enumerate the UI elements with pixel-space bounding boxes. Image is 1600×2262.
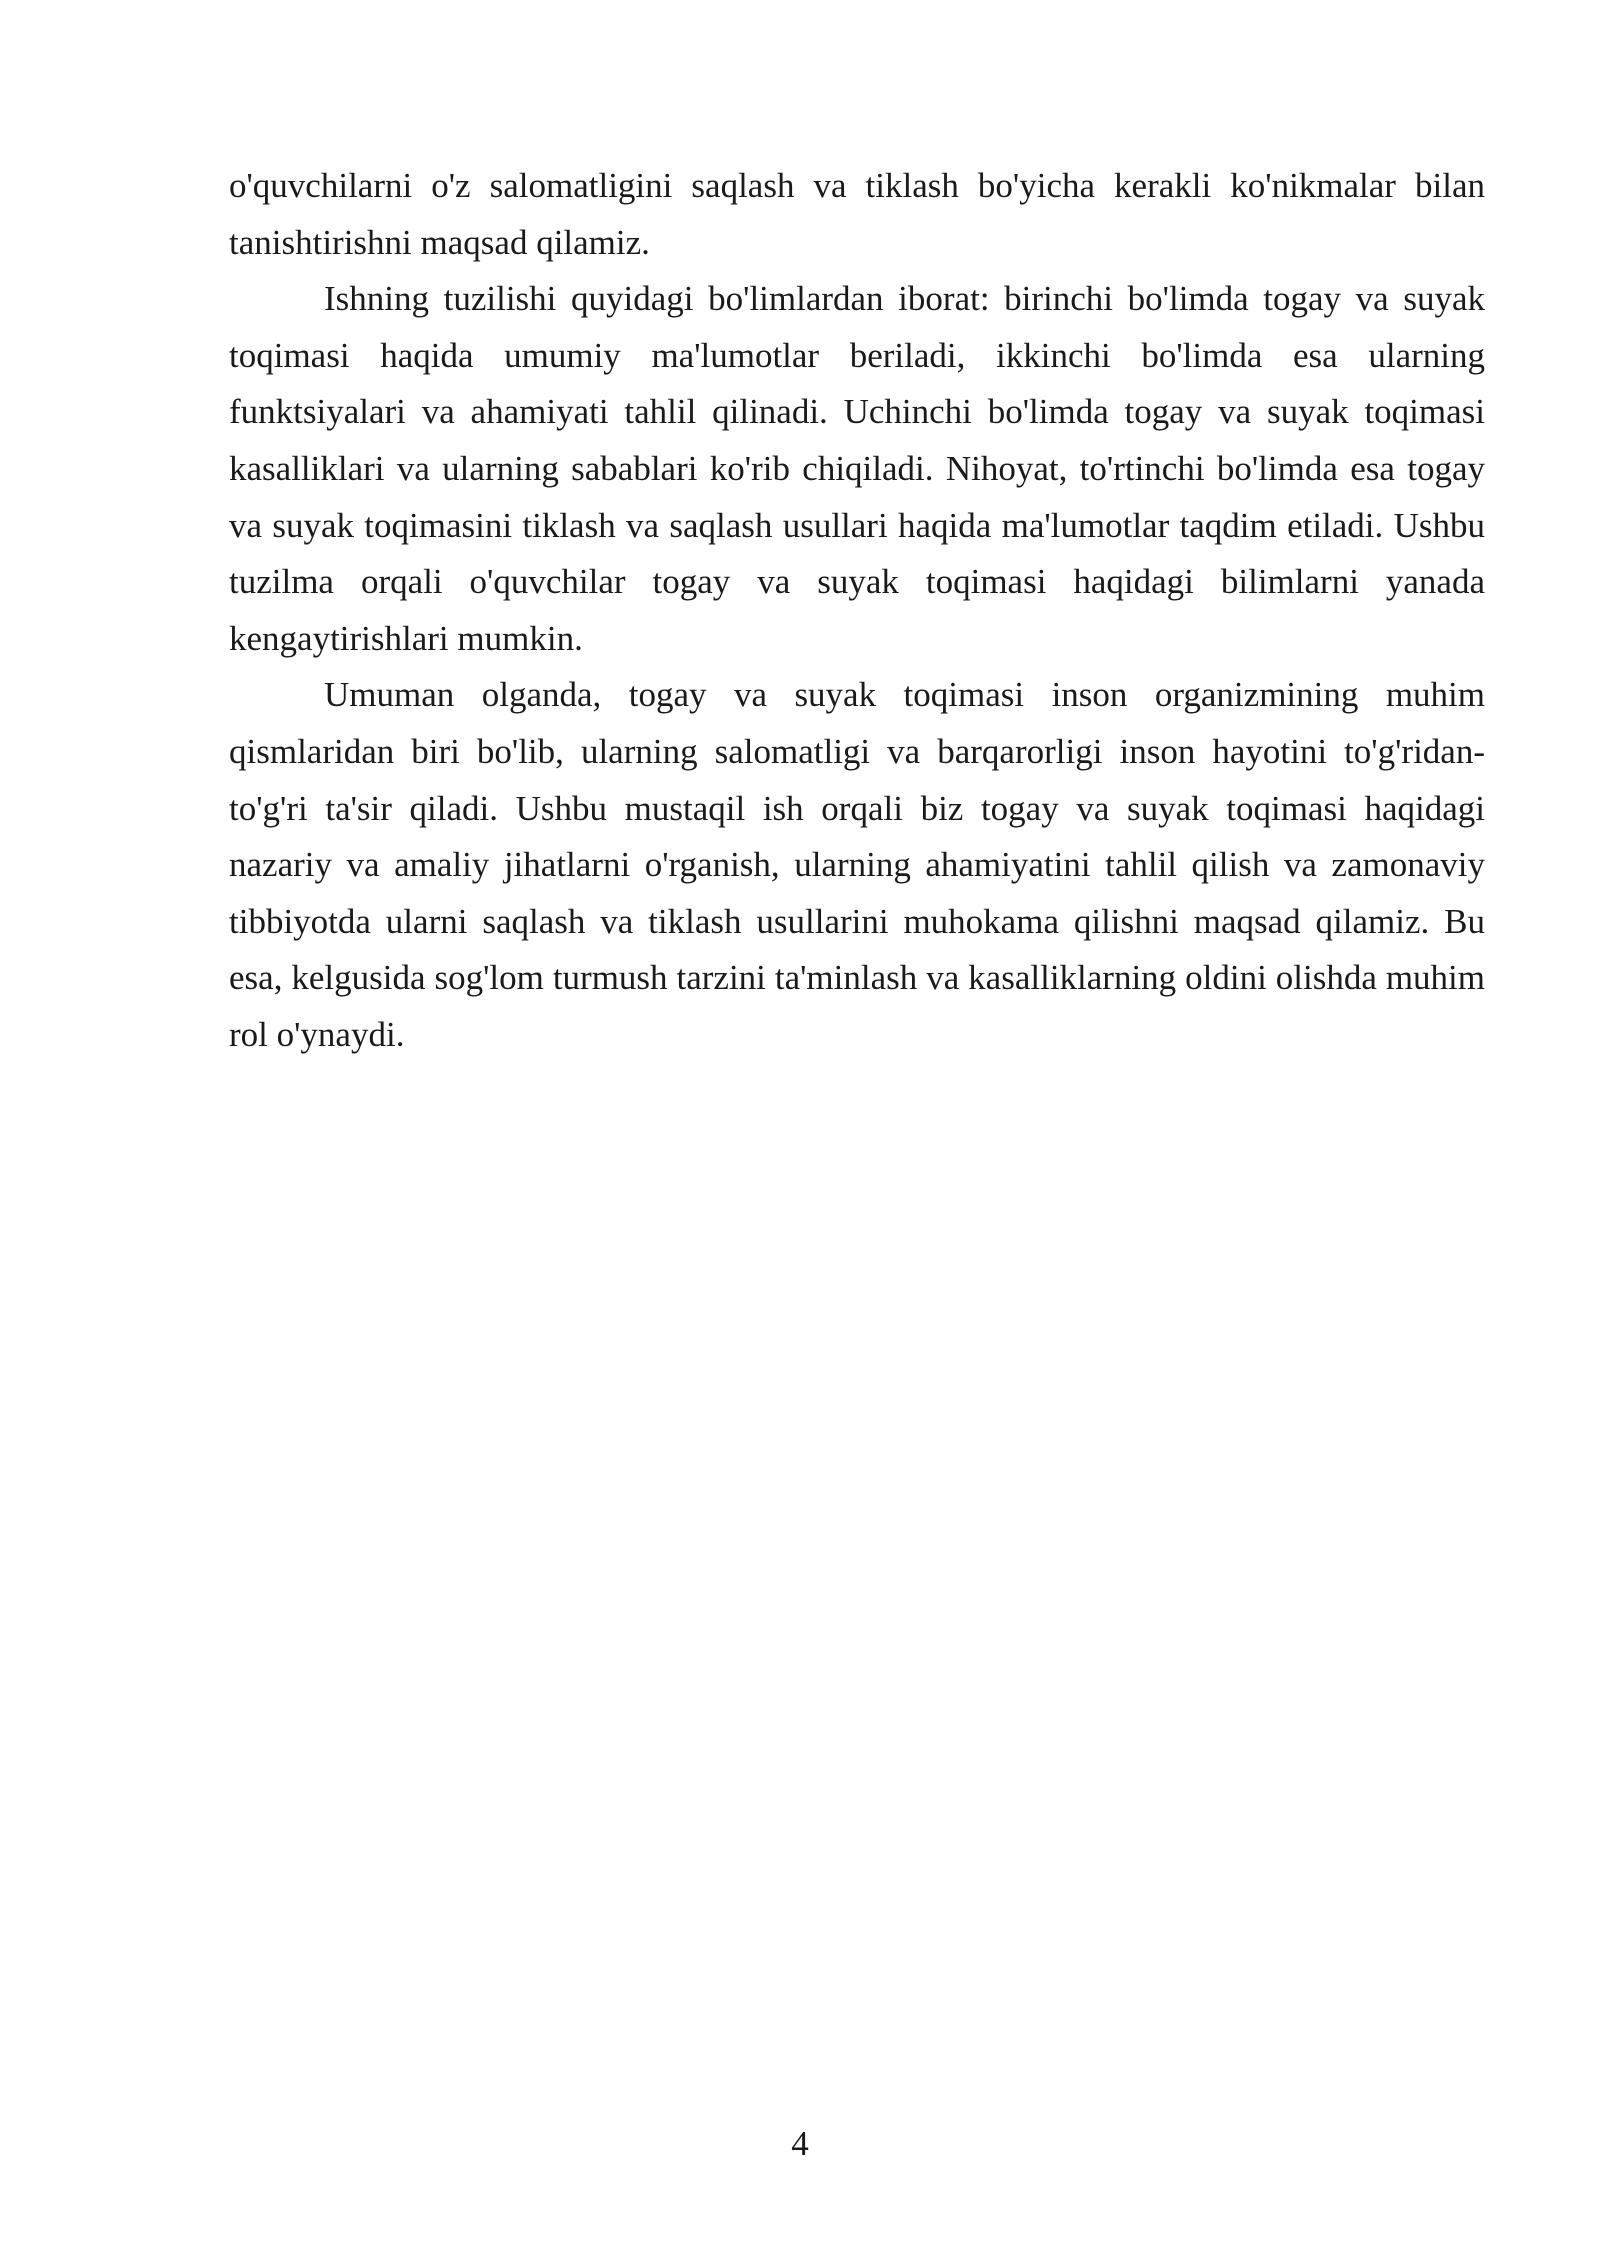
paragraph-structure: Ishning tuzilishi quyidagi bo'limlardan iborat: birinchi bo'limda togay va suyak toqimasi haqida umumiy ma'lumotlar beriladi, ikkinchi bo'limda esa ularning funktsiyalari va ahamiyati tahlil qilinadi. Uchinchi bo'limda togay va suyak toqimasi kasalliklari va ularning sabablari ko'rib chiqiladi. Nihoyat, to'rtinchi bo'limda esa togay va suyak toqimasini tiklash va saqlash usullari haqida ma'lumotlar taqdim etiladi. Ushbu tuzilma orqali o'quvchilar togay va suyak toqimasi haqidagi bilimlarni yanada kengaytirishlari mumkin. xyxy=(229,279,1485,658)
body-text xyxy=(229,158,1485,1064)
page-number: 4 xyxy=(791,2124,809,2163)
paragraph-conclusion: Umuman olganda, togay va suyak toqimasi inson organizmining muhim qismlaridan biri bo'lib, ularning salomatligi va barqarorligi inson hayotini to'g'ridan-to'g'ri ta'sir qiladi. Ushbu mustaqil ish orqali biz togay va suyak toqimasi haqidagi nazariy va amaliy jihatlarni o'rganish, ularning ahamiyatini tahlil qilish va zamonaviy tibbiyotda ularni saqlash va tiklash usullarini muhokama qilishni maqsad qilamiz. Bu esa, kelgusida sog'lom turmush tarzini ta'minlash va kasalliklarning oldini olishda muhim rol o'ynaydi. xyxy=(229,675,1485,1054)
paragraph-continuation: o'quvchilarni o'z salomatligini saqlash va tiklash bo'yicha kerakli ko'nikmalar bilan tanishtirishni maqsad qilamiz. xyxy=(229,166,1485,262)
